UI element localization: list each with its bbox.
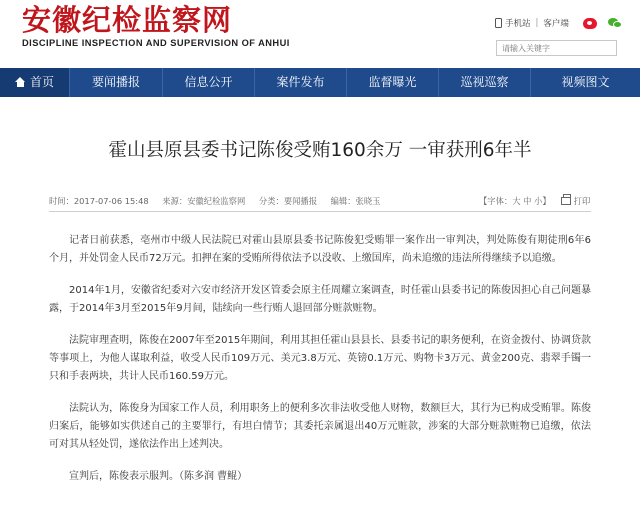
nav-item-info-disclosure[interactable]: 信息公开 [163,68,255,97]
client-app-link[interactable]: 客户端 [543,19,569,29]
article-paragraph: 宣判后，陈俊表示服判。（陈多润 曹鲲） [69,471,248,482]
article-title: 霍山县原县委书记陈俊受贿160余万 一审获刑6年半 [108,140,532,161]
home-icon [15,77,26,87]
top-links-separator: | [535,18,539,28]
nav-item-news[interactable]: 要闻播报 [70,68,163,97]
font-size-switcher[interactable]: 【字体：大 中 小】 [479,196,551,206]
top-links [495,17,625,29]
article-tools [479,195,590,207]
main-nav [0,68,640,97]
mobile-site-link[interactable]: 手机站 [505,19,531,29]
site-logo-subtitle: DISCIPLINE INSPECTION AND SUPERVISION OF ANHUI [22,38,290,48]
print-link[interactable]: 打印 [573,196,591,206]
article-category: 分类：要闻播报 [258,196,318,206]
print-icon[interactable] [561,197,571,205]
article-body [49,232,591,500]
article-paragraph: 法院认为，陈俊身为国家工作人员，利用职务上的便利多次非法收受他人财物，数额巨大，其行为已构成受贿罪。陈俊归案后，能够如实供述自己的主要罪行，有坦白情节；其委托亲属退出40万元赃款，涉案的大部分赃款赃物已追缴，依法可对其从轻处罚，遂依法作出上述判决。 [49,403,591,450]
article-source: 来源：安徽纪检监察网 [162,196,246,206]
article-paragraph: 法院审理查明，陈俊在2007年至2015年期间，利用其担任霍山县县长、县委书记的职务便利，在资金拨付、协调贷款等事项上，为他人谋取利益，收受人民币109万元、美元3.8万元、英镑0.1万元、购物卡3万元、黄金200克、翡翠手镯一只和手表两块，共计人民币160.59万元。 [49,335,591,382]
nav-item-home[interactable] [0,68,70,97]
mobile-phone-icon [495,18,502,28]
wechat-icon[interactable] [608,18,622,29]
nav-item-supervision-exposure[interactable]: 监督曝光 [347,68,439,97]
article-paragraph: 记者日前获悉，亳州市中级人民法院已对霍山县原县委书记陈俊犯受贿罪一案作出一审判决，判处陈俊有期徒刑6年6个月，并处罚金人民币72万元。扣押在案的受贿所得依法予以没收、上缴国库，尚未追缴的违法所得继续予以追缴。 [49,235,591,264]
article-paragraph: 2014年1月，安徽省纪委对六安市经济开发区管委会原主任周耀立案调查，时任霍山县委书记的陈俊因担心自己问题暴露，于2014年3月至2015年9月间，陆续向一些行贿人退回部分赃款赃物。 [49,285,591,314]
weibo-icon[interactable] [583,18,597,29]
nav-item-case-release[interactable]: 案件发布 [255,68,347,97]
article-meta [49,195,391,207]
site-logo[interactable]: 安徽纪检监察网 [22,3,233,37]
article-editor: 编辑：张晓玉 [330,196,381,206]
search-input[interactable] [496,40,617,56]
nav-item-video-graphics[interactable]: 视频图文 [561,75,610,89]
nav-item-inspection[interactable]: 巡视巡察 [439,68,531,97]
meta-divider [49,211,591,212]
nav-item-home-label: 首页 [29,75,54,89]
site-header [0,0,640,68]
article-time: 时间：2017-07-06 15:48 [49,196,149,206]
